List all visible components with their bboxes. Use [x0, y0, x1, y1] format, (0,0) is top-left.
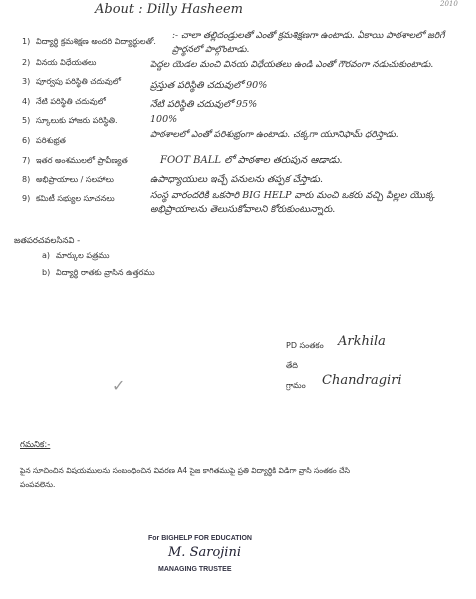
- row-number: 5): [22, 116, 31, 125]
- check-mark-icon: ✓: [112, 376, 126, 395]
- row-number: 1): [22, 37, 31, 46]
- notes-line2: పంపవలెను.: [20, 480, 56, 489]
- pd-signature: Arkhila: [338, 334, 386, 349]
- row-answer: FOOT BALL లో పాఠశాల తరుపున ఆడాడు.: [160, 155, 343, 166]
- row-answer: పెద్దల యెడల మంచి వినయ విధేయతలు ఉండి ఎంతో గౌరవంగా నడుచుకుంటాడు.: [150, 60, 434, 70]
- attachment-item: మార్కుల పత్రము: [56, 251, 110, 260]
- row-label: అభిప్రాయాలు / సలహాలు: [36, 175, 114, 184]
- row-number: 4): [22, 97, 31, 106]
- village-label: గ్రామం: [286, 381, 306, 390]
- row-label: ఇతర అంశములలో ప్రావీణ్యత: [36, 156, 128, 165]
- pd-label: PD సంతకం: [286, 341, 324, 350]
- corner-mark: 2010: [440, 0, 458, 8]
- row-label: కమిటీ సభ్యుల సూచనలు: [36, 194, 115, 203]
- attachment-item: విద్యార్థి రాతకు వ్రాసిన ఉత్తరము: [56, 268, 155, 277]
- row-answer: :- చాలా తల్లిదండ్రులతో ఎంతో క్రమశిక్షణగా ఉంటాడు. ఏకాయి పాఠశాలలో జరిగే ప్రార్థనలో పాల్గొంటాడు.: [172, 31, 445, 55]
- row-answer: ఉపాధ్యాయులు ఇచ్చే పనులను తప్పక చేస్తాడు.: [150, 174, 323, 185]
- village-value: Chandragiri: [322, 373, 402, 388]
- attachments-heading: జతపరచవలసినవి -: [14, 236, 81, 246]
- org-name: For BIGHELP FOR EDUCATION: [148, 535, 252, 542]
- row-number: 3): [22, 77, 31, 86]
- row-label: స్కూలుకు హాజరు పరిస్థితి.: [36, 116, 118, 125]
- row-number: 9): [22, 194, 31, 203]
- row-answer: ప్రస్తుత పరిస్థితి చదువులో 90%: [150, 80, 268, 91]
- notes-line1: పైన సూచించిన విషయములను సంబంధించిన వివరణ A4 సైజ కాగితముపై ప్రతి విద్యార్థికి విడిగా వ్రాసి సంతకం చేసి: [20, 466, 350, 475]
- row-number: 2): [22, 58, 31, 67]
- row-number: 8): [22, 175, 31, 184]
- row-answer: 100%: [150, 114, 178, 125]
- row-answer: సంస్థ వారందరికి ఒకసారి BIG HELP వారు మంచి ఒకరు వచ్చి పిల్లల యొక్క అభిప్రాయాలను తెలుసుకోవాలని కోరుకుంటున్నారు.: [150, 190, 435, 215]
- row-label: పరిశుభ్రత: [36, 136, 66, 145]
- trustee-title: MANAGING TRUSTEE: [158, 566, 232, 573]
- about-student-heading: About : Dilly Hasheem: [95, 2, 243, 17]
- row-label: విద్యార్థి క్రమశిక్షణ అందరి విద్యార్థులతో.: [36, 37, 156, 46]
- row-label: నేటి పరిస్థితి చదువులో: [36, 97, 106, 106]
- row-answer: నేటి పరిస్థితి చదువులో 95%: [150, 99, 258, 110]
- row-answer: పాఠశాలలో ఎంతో పరిశుభ్రంగా ఉంటాడు. చక్కగా యూనిఫామ్ ధరిస్తాడు.: [150, 130, 399, 140]
- attachment-number: b): [42, 268, 51, 277]
- attachment-number: a): [42, 251, 51, 260]
- date-label: తేది: [286, 361, 298, 370]
- row-number: 6): [22, 136, 31, 145]
- trustee-signature: M. Sarojini: [168, 545, 241, 560]
- notes-heading: గమనిక:-: [20, 440, 51, 450]
- row-label: వినయ విధేయతలు: [36, 58, 97, 67]
- row-number: 7): [22, 156, 31, 165]
- row-label: పూర్వపు పరిస్థితి చదువులో: [36, 77, 121, 86]
